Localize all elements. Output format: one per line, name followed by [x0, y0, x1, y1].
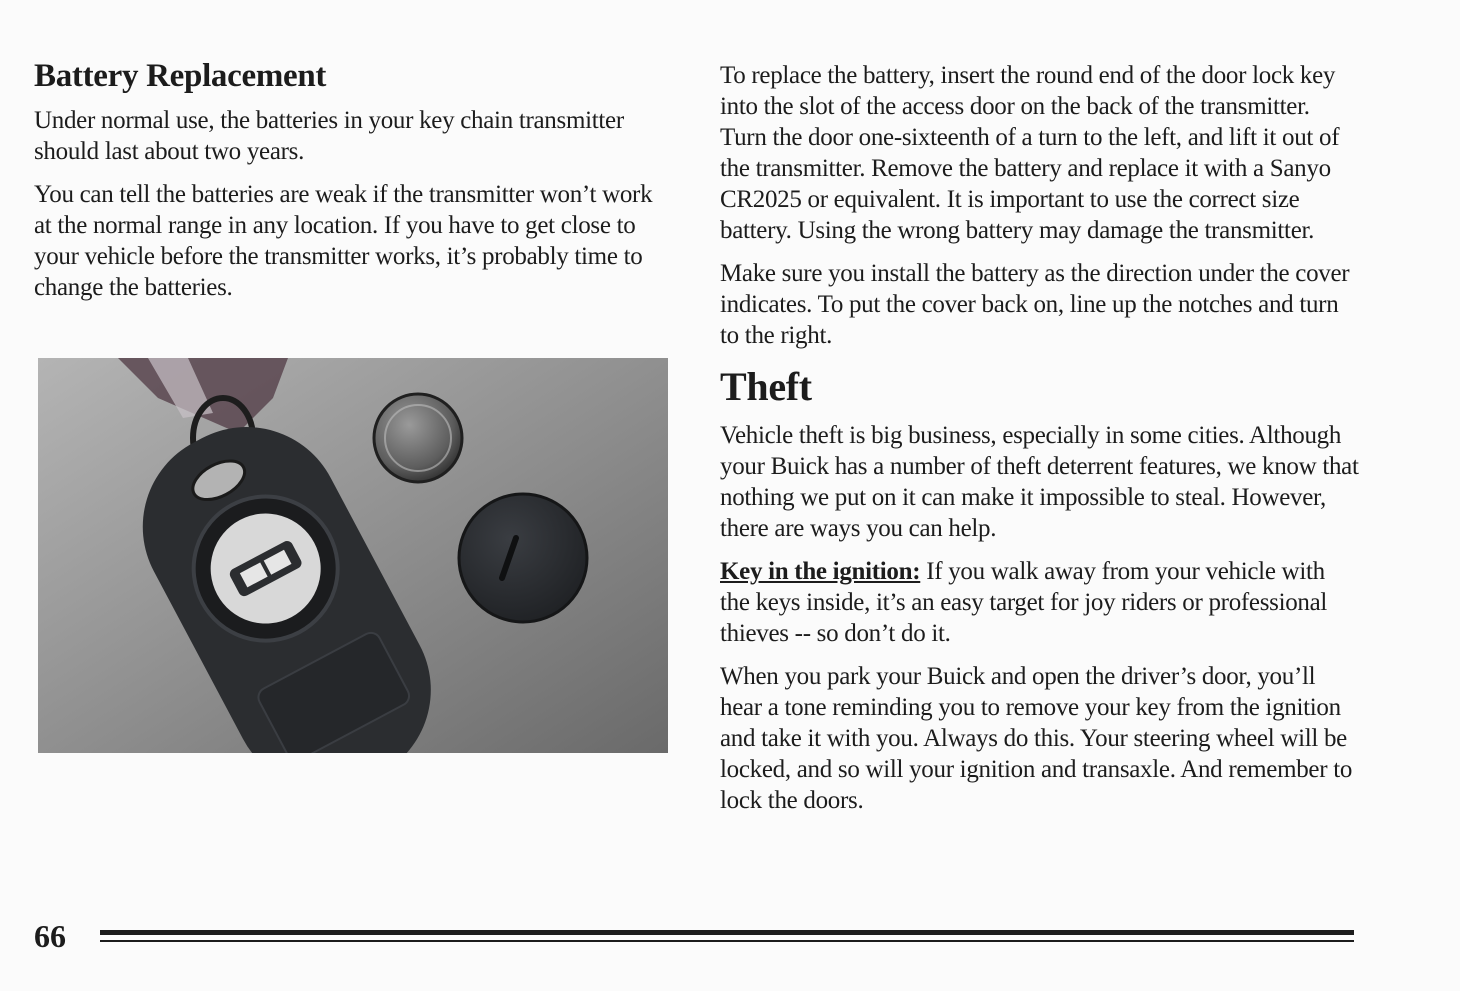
key-in-ignition-paragraph: [720, 556, 1360, 649]
battery-life-paragraph: Under normal use, the batteries in your key chain transmitter should last about two years.: [34, 107, 624, 165]
footer-rule-thin: [100, 940, 1354, 942]
battery-replacement-section: [34, 58, 654, 315]
page-number: 66: [34, 918, 66, 954]
replace-battery-paragraph: To replace the battery, insert the round end of the door lock key into the slot of the access door on the back of the transmitter. Turn the door one-sixteenth of a turn to the left, and lift it out of the transmitter. Remove the battery and replace it with a Sanyo CR2025 or equivalent. It is important to use the correct size battery. Using the wrong battery may damage the transmitter.: [720, 62, 1340, 244]
theft-heading: Theft: [720, 364, 812, 409]
coin-battery: [374, 394, 462, 482]
key-in-ignition-text: If you walk away from your vehicle with the keys inside, it’s an easy target for joy riders or professional thieves -- so don’t do it.: [720, 558, 1328, 647]
key-fob-illustration: [38, 358, 668, 753]
battery-replacement-heading: Battery Replacement: [34, 58, 327, 94]
weak-battery-paragraph: You can tell the batteries are weak if the transmitter won’t work at the normal range in any location. If you have to get close to your vehicle before the transmitter works, it’s probably time to change the batteries.: [34, 181, 653, 301]
battery-access-door: [459, 494, 587, 622]
key-in-ignition-label: Key in the ignition:: [720, 558, 921, 585]
footer-rule-thick: [100, 930, 1354, 935]
key-fob-photo: [38, 358, 668, 753]
right-column: [720, 60, 1360, 828]
ignition-reminder-paragraph: When you park your Buick and open the driver’s door, you’ll hear a tone reminding you to remove your key from the ignition and take it with you. Always do this. Your steering wheel will be locked, and so will your ignition and transaxle. And remember to lock the doors.: [720, 663, 1353, 814]
footer-rule: [100, 930, 1354, 946]
theft-intro-paragraph: Vehicle theft is big business, especially in some cities. Although your Buick has a number of theft deterrent features, we know that nothing we put on it can make it impossible to steal. However, there are ways you can help.: [720, 422, 1359, 542]
install-direction-paragraph: Make sure you install the battery as the direction under the cover indicates. To put the cover back on, line up the notches and turn to the right.: [720, 260, 1350, 349]
